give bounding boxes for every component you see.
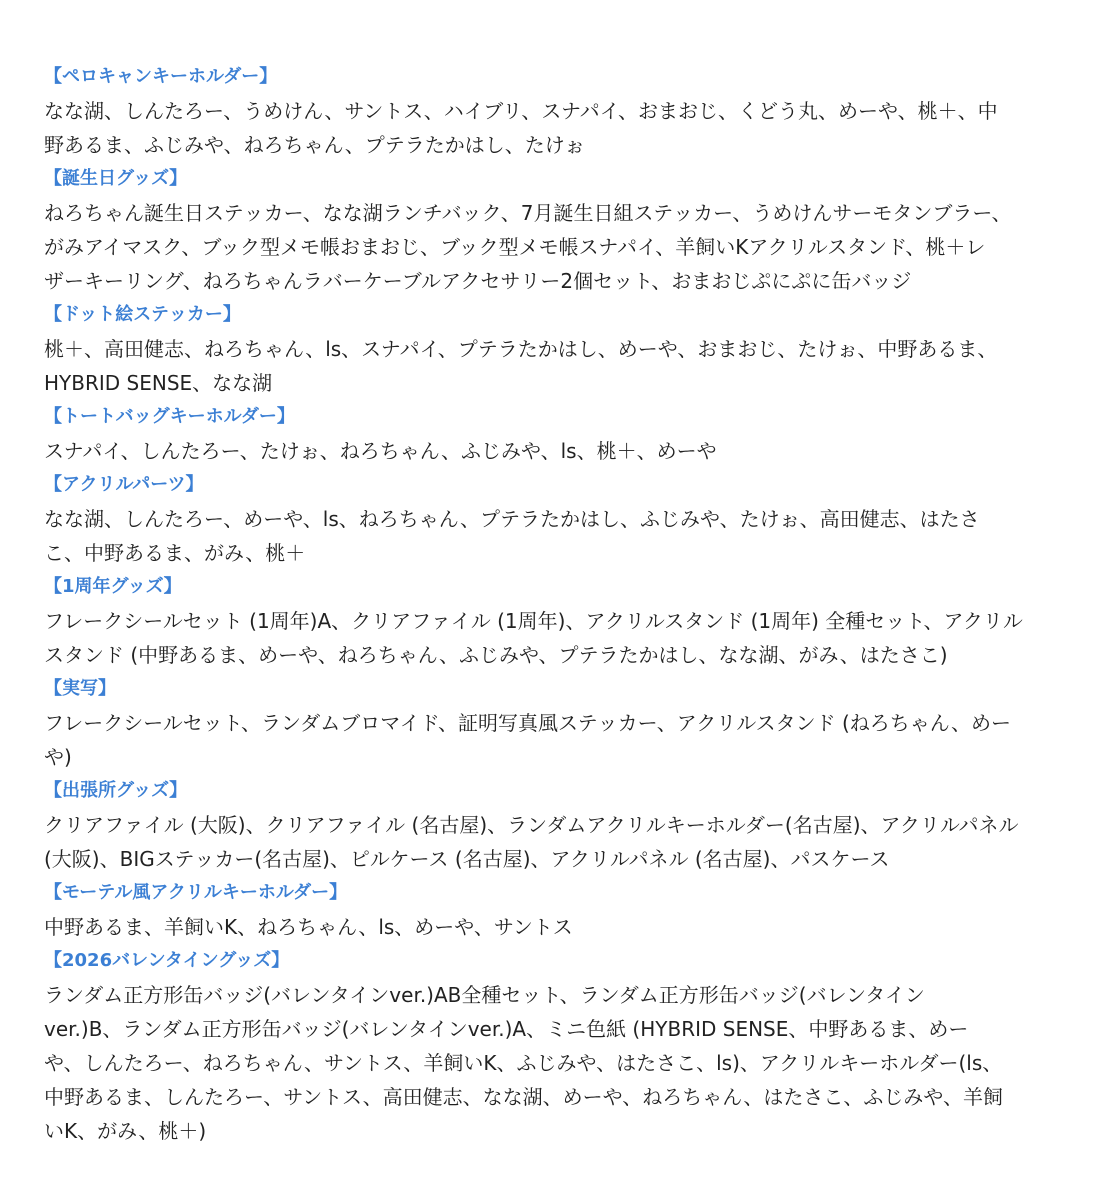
text-line: や、しんたろー、ねろちゃん、サントス、羊飼いK、ふじみや、はたさこ、ls)、アクリルキーホルダー(ls、 bbox=[44, 1051, 1003, 1075]
section-first-anniversary-goods bbox=[44, 570, 1060, 672]
section-heading: 【トートバッグキーホルダー】 bbox=[44, 406, 295, 427]
text-line: フレークシールセット (1周年)A、クリアファイル (1周年)、アクリルスタンド (1周年) 全種セット、アクリル bbox=[44, 609, 1023, 633]
text-line: いK、がみ、桃＋) bbox=[44, 1119, 207, 1143]
text-line: ランダム正方形缶バッジ(バレンタインver.)AB全種セット、ランダム正方形缶バッジ(バレンタイン bbox=[44, 983, 925, 1007]
text-line: HYBRID SENSE、なな湖 bbox=[44, 371, 273, 395]
section-live-action bbox=[44, 672, 1060, 774]
section-heading: 【実写】 bbox=[44, 678, 116, 699]
text-line: なな湖、しんたろー、うめけん、サントス、ハイブリ、スナパイ、おまおじ、くどう丸、めーや、桃＋、中 bbox=[44, 99, 998, 123]
text-line: 桃＋、高田健志、ねろちゃん、ls、スナパイ、プテラたかはし、めーや、おまおじ、たけぉ、中野あるま、 bbox=[44, 337, 998, 361]
section-body bbox=[44, 434, 1060, 468]
text-line: スタンド (中野あるま、めーや、ねろちゃん、ふじみや、プテラたかはし、なな湖、がみ、はたさこ) bbox=[44, 643, 948, 667]
section-acrylic-parts bbox=[44, 468, 1060, 570]
section-branch-store-goods bbox=[44, 774, 1060, 876]
text-line: 中野あるま、しんたろー、サントス、高田健志、なな湖、めーや、ねろちゃん、はたさこ、ふじみや、羊飼 bbox=[44, 1085, 1003, 1109]
text-line: スナパイ、しんたろー、たけぉ、ねろちゃん、ふじみや、ls、桃＋、めーや bbox=[44, 439, 717, 463]
section-body bbox=[44, 604, 1060, 672]
goods-list bbox=[44, 60, 1060, 1148]
section-body bbox=[44, 978, 1060, 1148]
text-line: 野あるま、ふじみや、ねろちゃん、プテラたかはし、たけぉ bbox=[44, 133, 585, 157]
text-line: クリアファイル (大阪)、クリアファイル (名古屋)、ランダムアクリルキーホルダー(名古屋)、アクリルパネル bbox=[44, 813, 1019, 837]
text-line: 中野あるま、羊飼いK、ねろちゃん、ls、めーや、サントス bbox=[44, 915, 573, 939]
section-tote-bag-keyholder bbox=[44, 400, 1060, 468]
section-heading: 【誕生日グッズ】 bbox=[44, 168, 188, 189]
section-birthday-goods bbox=[44, 162, 1060, 298]
section-body bbox=[44, 332, 1060, 400]
section-pero-can-keyholder bbox=[44, 60, 1060, 162]
text-line: ねろちゃん誕生日ステッカー、なな湖ランチバック、7月誕生日組ステッカー、うめけんサーモタンブラー、 bbox=[44, 201, 1012, 225]
text-line: ザーキーリング、ねろちゃんラバーケーブルアクセサリー2個セット、おまおじぷにぷに缶バッジ bbox=[44, 269, 912, 293]
section-body bbox=[44, 94, 1060, 162]
section-motel-acrylic-keyholder bbox=[44, 876, 1060, 944]
section-valentine-2026-goods bbox=[44, 944, 1060, 1148]
section-body bbox=[44, 706, 1060, 774]
section-body bbox=[44, 808, 1060, 876]
text-line: ver.)B、ランダム正方形缶バッジ(バレンタインver.)A、ミニ色紙 (HYBRID SENSE、中野あるま、めー bbox=[44, 1017, 969, 1041]
text-line: なな湖、しんたろー、めーや、ls、ねろちゃん、プテラたかはし、ふじみや、たけぉ、高田健志、はたさ bbox=[44, 507, 980, 531]
text-line: フレークシールセット、ランダムブロマイド、証明写真風ステッカー、アクリルスタンド (ねろちゃん、めー bbox=[44, 711, 1011, 735]
section-heading: 【ドット絵ステッカー】 bbox=[44, 304, 241, 325]
section-dot-art-sticker bbox=[44, 298, 1060, 400]
text-line: (大阪)、BIGステッカー(名古屋)、ピルケース (名古屋)、アクリルパネル (名古屋)、パスケース bbox=[44, 847, 890, 871]
text-line: こ、中野あるま、がみ、桃＋ bbox=[44, 541, 306, 565]
section-heading: 【2026バレンタイングッズ】 bbox=[44, 950, 290, 971]
section-heading: 【モーテル風アクリルキーホルダー】 bbox=[44, 882, 348, 903]
section-body bbox=[44, 196, 1060, 298]
text-line: がみアイマスク、ブック型メモ帳おまおじ、ブック型メモ帳スナパイ、羊飼いKアクリルスタンド、桃＋レ bbox=[44, 235, 986, 259]
section-body bbox=[44, 910, 1060, 944]
section-body bbox=[44, 502, 1060, 570]
text-line: や) bbox=[44, 745, 72, 769]
section-heading: 【1周年グッズ】 bbox=[44, 576, 182, 597]
section-heading: 【出張所グッズ】 bbox=[44, 780, 188, 801]
section-heading: 【ペロキャンキーホルダー】 bbox=[44, 66, 278, 87]
section-heading: 【アクリルパーツ】 bbox=[44, 474, 204, 495]
